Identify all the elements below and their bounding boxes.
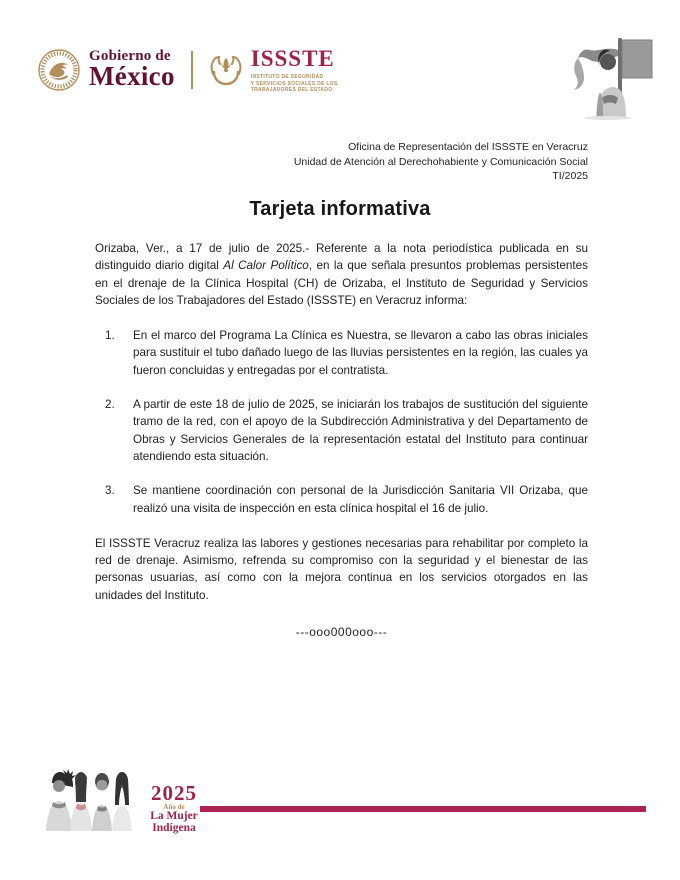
issste-logo: [207, 46, 338, 94]
issste-subtitle-line1: INSTITUTO DE SEGURIDAD: [250, 74, 324, 81]
year-small-label: Año de: [163, 803, 185, 811]
issste-subtitle: [251, 74, 338, 94]
intro-text-after: , en la que señala presuntos problemas persistentes en el drenaje de la Clínica Hospital (CH) de Orizaba, el Instituto de Seguridad y Servicios Sociales de los Trabajadores del Estado (ISSSTE) en Veracruz informa:: [95, 259, 588, 307]
indigenous-women-icon: [42, 769, 138, 831]
publication-name: Al Calor Político: [223, 259, 309, 273]
list-item-text: Se mantiene coordinación con personal de la Jurisdicción Sanitaria VII Orizaba, que realizó una visita de inspección en esta clínica hospital el 16 de julio.: [133, 484, 588, 515]
list-item-text: A partir de este 18 de julio de 2025, se iniciarán los trabajos de sustitución del siguiente tramo de la red, con el apoyo de la Subdirección Administrativa y del Departamento de Obras y Servicios Generales de la representación estatal del Instituto para continuar atendiendo esta situación.: [133, 398, 588, 463]
gobierno-line1: Gobierno de: [89, 48, 171, 64]
list-item-number: 3.: [105, 484, 115, 498]
issste-hands-icon: [207, 50, 245, 90]
gobierno-line2: México: [89, 61, 175, 91]
issste-subtitle-line2: Y SERVICIOS SOCIALES DE LOS: [250, 80, 338, 87]
office-header: [294, 140, 588, 184]
office-line-3: TI/2025: [552, 170, 588, 182]
office-line-1: Oficina de Representación del ISSSTE en Veracruz: [348, 141, 588, 153]
list-item-number: 2.: [105, 398, 115, 412]
numbered-list: [105, 327, 588, 517]
list-item: [105, 327, 588, 379]
list-item-text: En el marco del Programa La Clínica es Nuestra, se llevaron a cabo las obras iniciales para sustituir el tubo dañado luego de las lluvias persistentes en la región, las cuales ya fueron concluidas y entregadas por el contratista.: [133, 329, 588, 377]
issste-acronym: ISSSTE: [250, 46, 335, 72]
page-title: Tarjeta informativa: [249, 198, 431, 220]
header-logos: [37, 46, 338, 94]
issste-subtitle-line3: TRABAJADORES DEL ESTADO: [250, 87, 333, 94]
intro-paragraph: [95, 240, 588, 309]
footer-accent-bar: [200, 806, 646, 812]
year-label-line2: Indígena: [152, 821, 196, 834]
list-item: [105, 396, 588, 465]
year-number: 2025: [151, 781, 197, 805]
mexico-eagle-seal-icon: [37, 46, 81, 94]
office-line-2: Unidad de Atención al Derechohabiente y Comunicación Social: [293, 155, 588, 168]
document-body: [95, 240, 588, 641]
issste-wordmark: [251, 46, 338, 94]
intro-text-before: Orizaba, Ver., a 17 de julio de 2025.- Referente a la nota periodística publicada en su distinguido diario digital: [95, 242, 588, 273]
end-divider: ---ooo000ooo---: [295, 625, 388, 640]
list-item: [105, 482, 588, 517]
gobierno-de-mexico-logo: [37, 46, 175, 94]
year-emblem: [144, 783, 204, 834]
year-label-line1: La Mujer: [150, 810, 198, 822]
gobierno-de-mexico-wordmark: [89, 48, 175, 92]
logo-divider: [191, 51, 193, 89]
woman-with-flag-icon: [556, 36, 654, 120]
list-item-number: 1.: [105, 329, 115, 343]
closing-paragraph: El ISSSTE Veracruz realiza las labores y gestiones necesarias para rehabilitar por completo la red de drenaje. Asimismo, refrenda su compromiso con la seguridad y el bienestar de las personas usuarias, así como con la mejora continua en los servicios otorgados en las unidades del Instituto.: [95, 536, 588, 602]
